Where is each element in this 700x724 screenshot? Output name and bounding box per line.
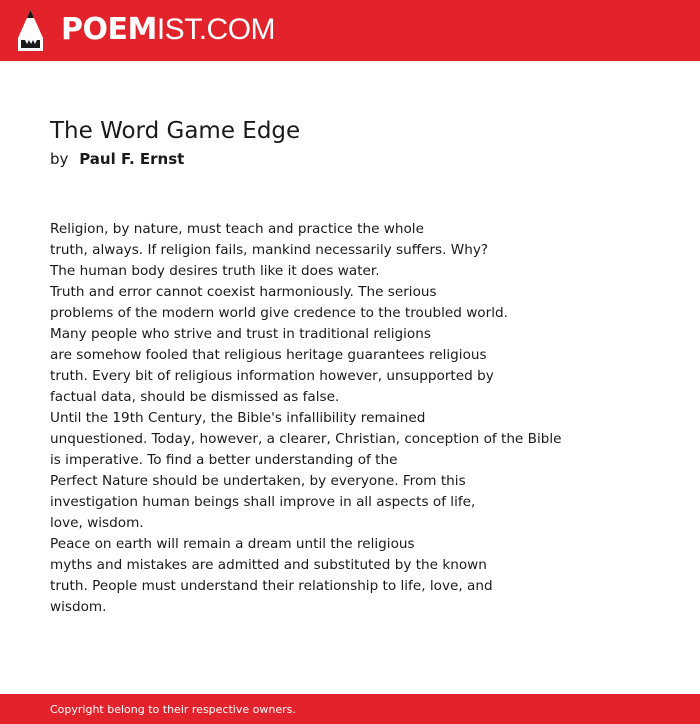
poem-line: truth. Every bit of religious information however, unsupported by <box>50 368 494 384</box>
poem-line: Many people who strive and trust in traditional religions <box>50 326 431 342</box>
poem-line: wisdom. <box>50 599 107 615</box>
poem-line: myths and mistakes are admitted and substituted by the known <box>50 557 487 573</box>
site-logo[interactable] <box>61 12 275 48</box>
logo-text-light: IST.COM <box>156 13 276 46</box>
poem-line: Religion, by nature, must teach and practice the whole <box>50 221 424 237</box>
author-name[interactable]: Paul F. Ernst <box>79 150 185 168</box>
poem-line: Peace on earth will remain a dream until the religious <box>50 536 415 552</box>
pencil-tip-icon[interactable] <box>18 10 43 51</box>
byline <box>50 149 184 169</box>
poem-body <box>50 219 562 618</box>
poem-line: truth. People must understand their relationship to life, love, and <box>50 578 493 594</box>
poem-line: is imperative. To find a better understanding of the <box>50 452 398 468</box>
poem-line: are somehow fooled that religious heritage guarantees religious <box>50 347 487 363</box>
poem-line: Perfect Nature should be undertaken, by everyone. From this <box>50 473 466 489</box>
poem-line: investigation human beings shall improve in all aspects of life, <box>50 494 476 510</box>
copyright-text: Copyright belong to their respective owners. <box>50 703 296 716</box>
poem-line: unquestioned. Today, however, a clearer, Christian, conception of the Bible <box>50 431 562 447</box>
poem-line: truth, always. If religion fails, mankind necessarily suffers. Why? <box>50 242 489 258</box>
site-header <box>0 0 700 61</box>
poem-line: problems of the modern world give credence to the troubled world. <box>50 305 508 321</box>
logo-text-bold: POEM <box>61 12 157 47</box>
poem-line: Truth and error cannot coexist harmoniously. The serious <box>50 284 437 300</box>
poem-line: Until the 19th Century, the Bible's infallibility remained <box>50 410 426 426</box>
poem-title: The Word Game Edge <box>50 118 301 144</box>
poem-line: love, wisdom. <box>50 515 144 531</box>
site-footer <box>0 694 700 724</box>
poem-line: factual data, should be dismissed as false. <box>50 389 340 405</box>
poem-line: The human body desires truth like it does water. <box>50 263 380 279</box>
by-label: by <box>50 150 69 168</box>
